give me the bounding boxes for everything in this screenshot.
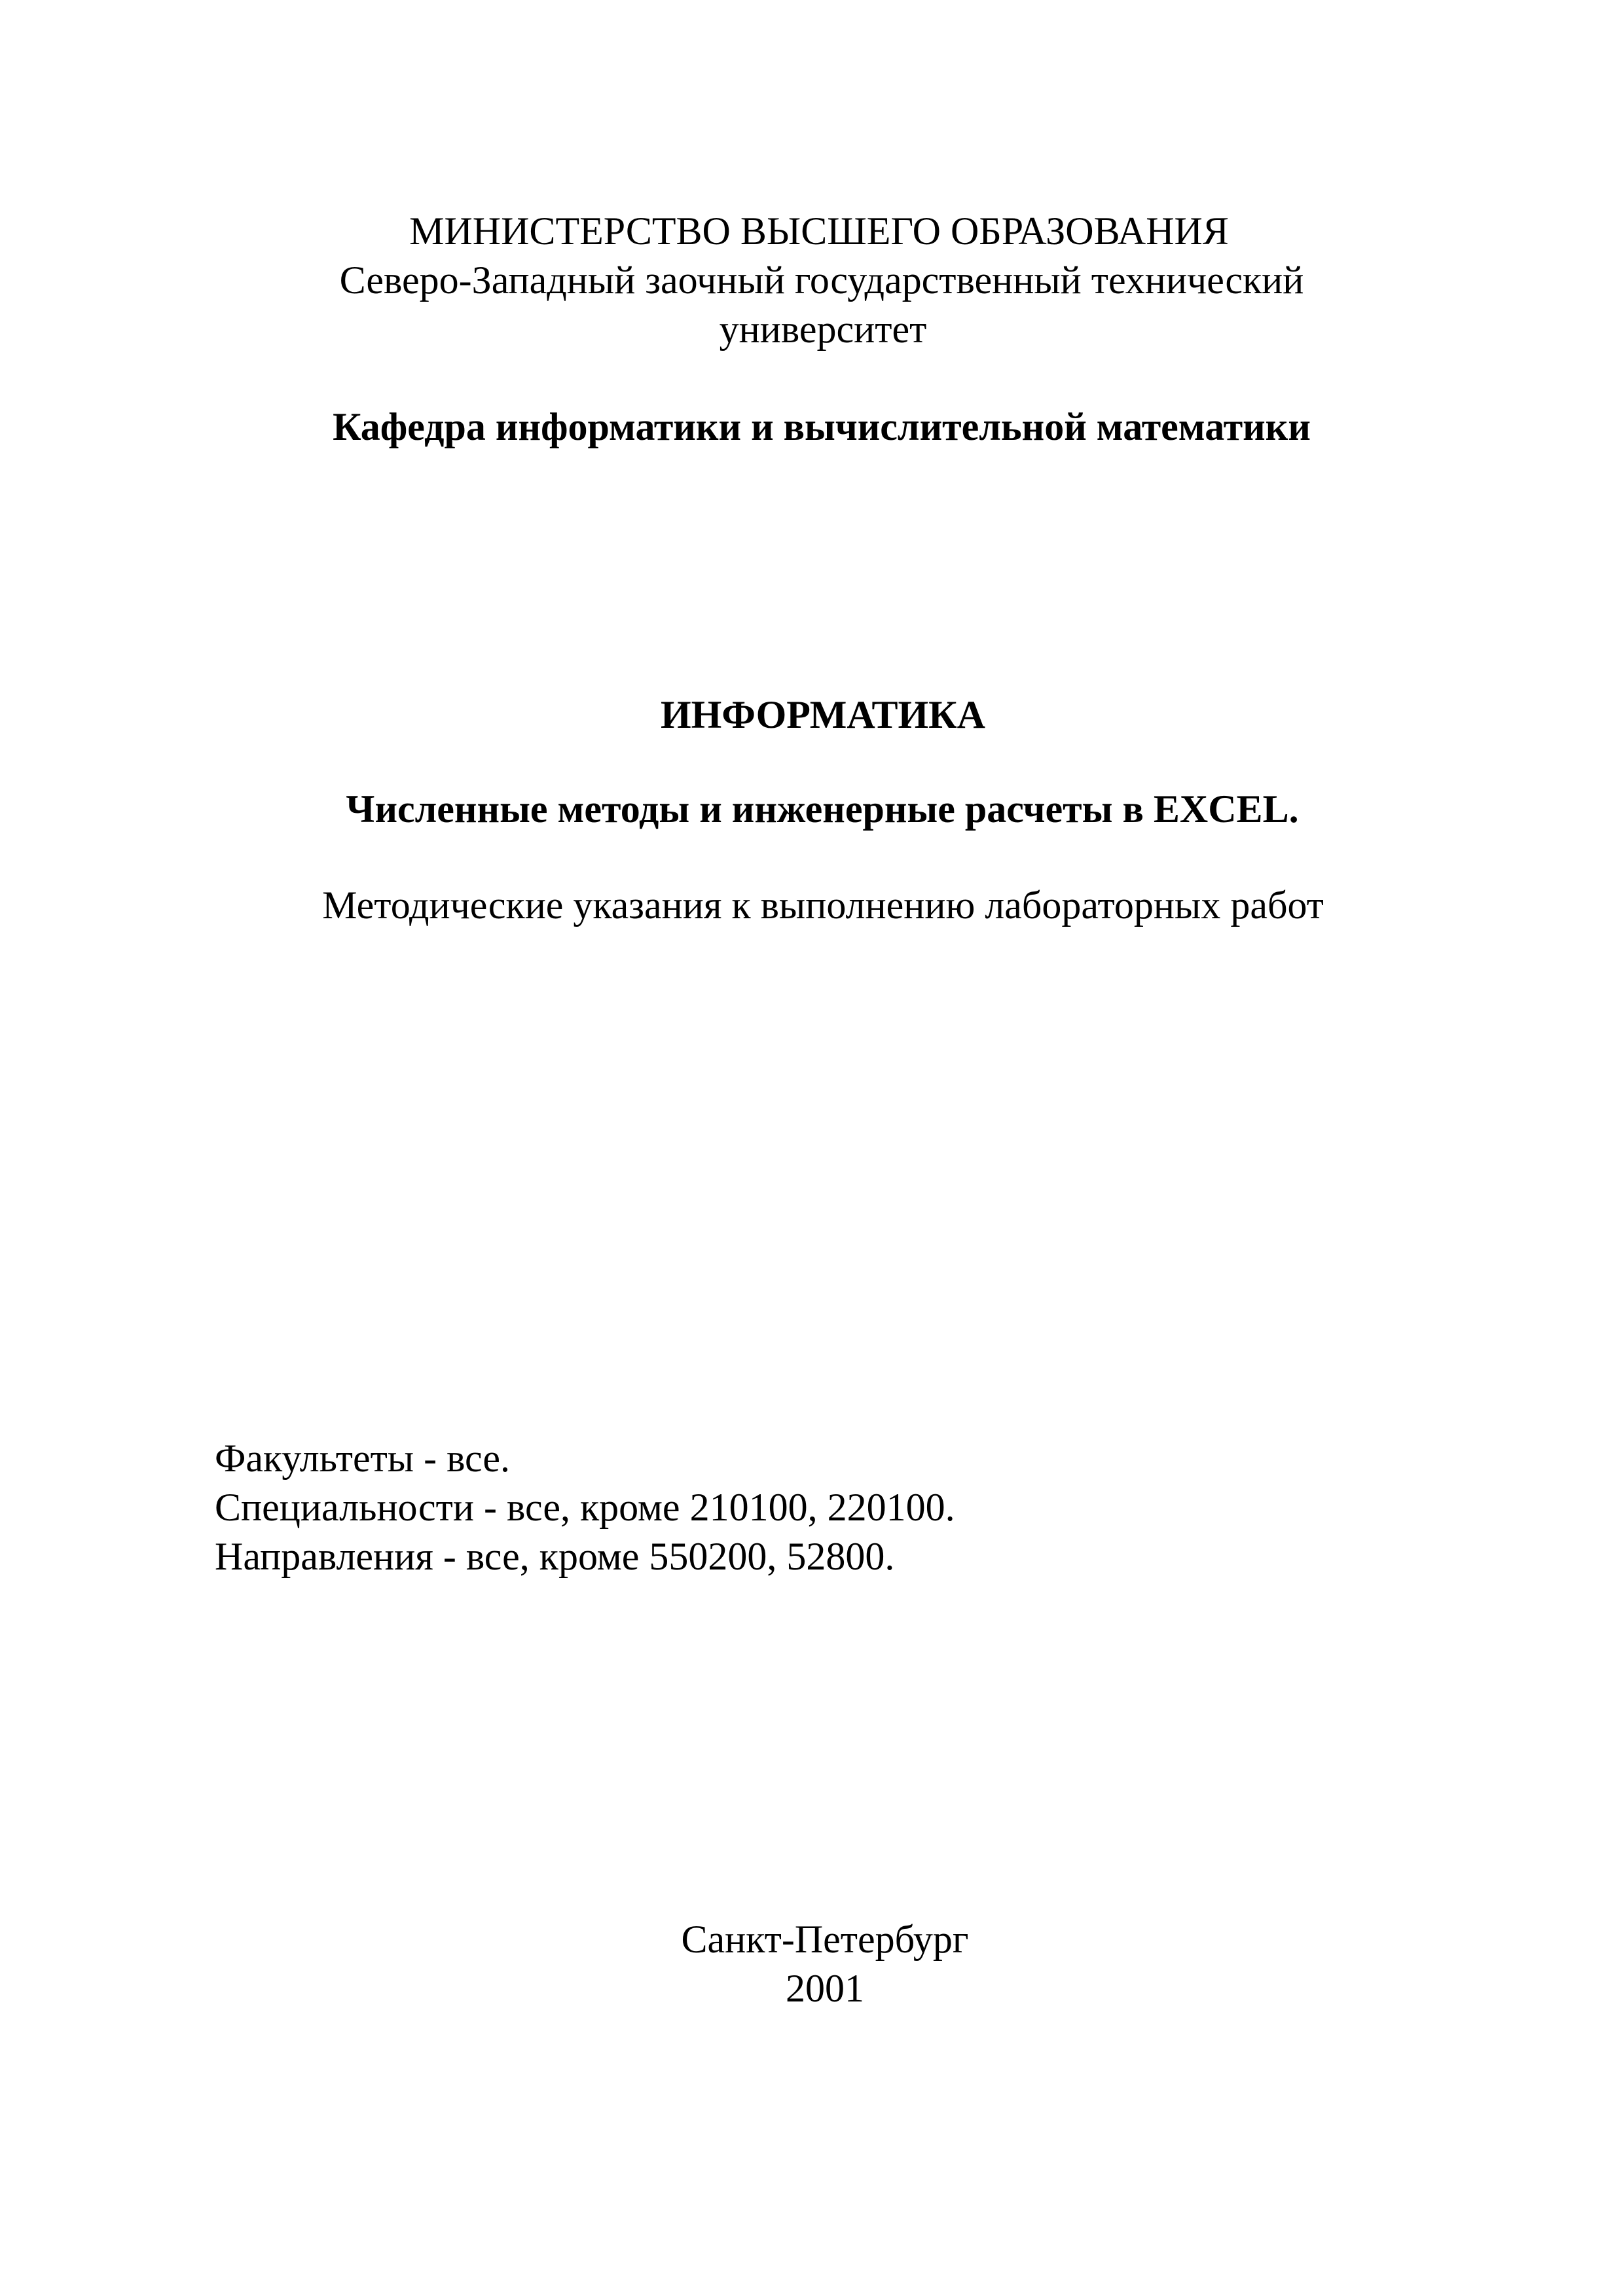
university-name-line-1: Северо-Западный заочный государственный технический — [339, 259, 1304, 302]
specialties-text: Специальности - все, кроме 210100, 220100. — [215, 1486, 955, 1529]
directions-text: Направления - все, кроме 550200, 52800. — [215, 1535, 895, 1578]
city: Санкт-Петербург — [681, 1918, 969, 1961]
document-title: Численные методы и инженерные расчеты в EXCEL. — [346, 787, 1299, 831]
ministry-name: МИНИСТЕРСТВО ВЫСШЕГО ОБРАЗОВАНИЯ — [409, 209, 1229, 253]
document-subtitle: Методические указания к выполнению лабораторных работ — [322, 884, 1324, 927]
faculties-text: Факультеты - все. — [215, 1437, 511, 1480]
subject-title: ИНФОРМАТИКА — [661, 693, 985, 736]
university-name-line-2: университет — [719, 308, 927, 351]
year: 2001 — [786, 1967, 864, 2010]
department-name: Кафедра информатики и вычислительной математики — [333, 405, 1311, 448]
